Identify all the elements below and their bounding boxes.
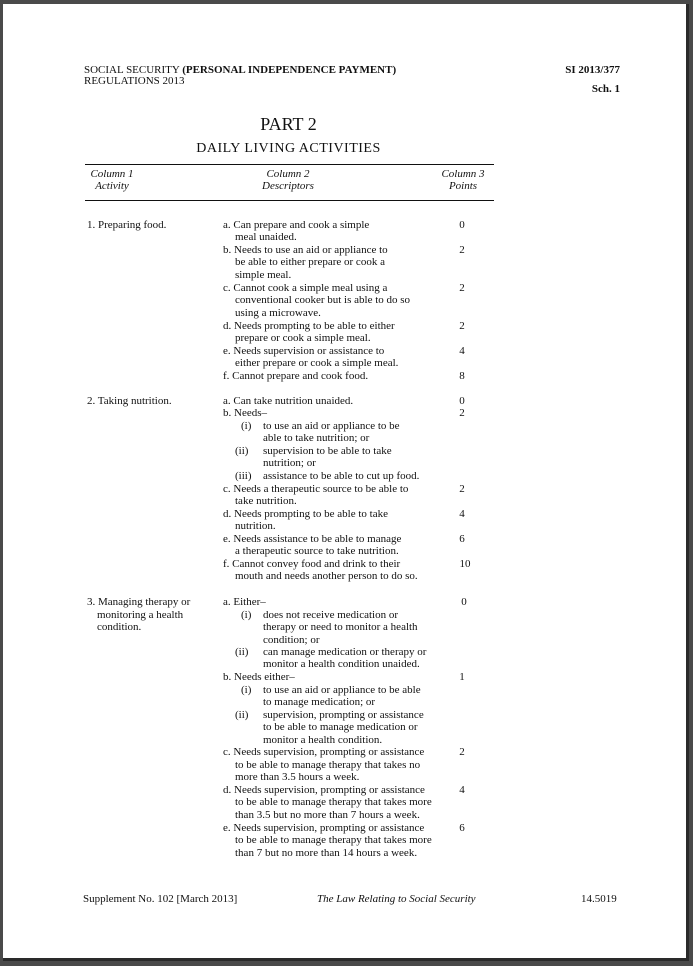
activity-2-label: 2. Taking nutrition. bbox=[87, 395, 172, 407]
running-header-title bbox=[84, 65, 396, 87]
points-value: 2 bbox=[459, 282, 465, 294]
points-value: 2 bbox=[459, 483, 465, 495]
descriptor-line: assistance to be able to cut up food. bbox=[263, 470, 420, 482]
descriptor-line: able to take nutrition; or bbox=[263, 432, 370, 444]
descriptor-line: prepare or cook a simple meal. bbox=[235, 332, 371, 344]
descriptor-line: take nutrition. bbox=[235, 495, 297, 507]
descriptor-line: b. Needs either– bbox=[223, 671, 295, 683]
points-value: 2 bbox=[459, 320, 465, 332]
schedule-number: Sch. 1 bbox=[591, 83, 620, 95]
points-value: 2 bbox=[459, 407, 465, 419]
descriptor-line: does not receive medication or bbox=[263, 609, 399, 621]
descriptor-line: supervision to be able to take bbox=[263, 445, 392, 457]
descriptor-line: to manage medication; or bbox=[263, 696, 376, 708]
descriptor-line: f. Cannot convey food and drink to their bbox=[223, 558, 401, 570]
activity-3-label-line1: 3. Managing therapy or bbox=[87, 596, 191, 608]
descriptor-line: monitor a health condition unaided. bbox=[263, 658, 420, 670]
points-value: 10 bbox=[459, 558, 471, 570]
descriptor-line: either prepare or cook a simple meal. bbox=[235, 357, 399, 369]
column-2-title: Column 2 bbox=[266, 168, 310, 180]
document-page bbox=[3, 4, 689, 961]
descriptor-line: c. Needs supervision, prompting or assistance bbox=[223, 746, 425, 758]
descriptor-line: (i) bbox=[241, 420, 252, 432]
descriptor-line: b. Needs to use an aid or appliance to bbox=[223, 244, 388, 256]
descriptor-line: condition; or bbox=[263, 634, 320, 646]
column-3-subtitle: Points bbox=[448, 180, 478, 192]
descriptor-line: using a microwave. bbox=[235, 307, 321, 319]
column-3-header bbox=[435, 168, 491, 192]
column-1-title: Column 1 bbox=[90, 168, 134, 180]
descriptor-line: b. Needs– bbox=[223, 407, 267, 419]
descriptor-line: can manage medication or therapy or bbox=[263, 646, 427, 658]
running-header-reference bbox=[565, 65, 620, 95]
descriptor-line: (i) bbox=[241, 609, 252, 621]
descriptor-line: meal unaided. bbox=[235, 231, 297, 243]
descriptor-line: a. Can prepare and cook a simple bbox=[223, 219, 370, 231]
points-value: 0 bbox=[459, 219, 465, 231]
descriptor-line: more than 3.5 hours a week. bbox=[235, 771, 360, 783]
column-2-header bbox=[243, 168, 333, 192]
descriptor-line: f. Cannot prepare and cook food. bbox=[223, 370, 369, 382]
descriptor-line: to be able to manage therapy that takes more bbox=[235, 834, 432, 846]
descriptor-line: d. Needs prompting to be able to take bbox=[223, 508, 388, 520]
descriptor-line: supervision, prompting or assistance bbox=[263, 709, 424, 721]
descriptor-line: (ii) bbox=[235, 709, 249, 721]
descriptor-line: (ii) bbox=[235, 445, 249, 457]
descriptor-line: to be able to manage therapy that takes no bbox=[235, 759, 421, 771]
descriptor-line: to be able to manage therapy that takes more bbox=[235, 796, 432, 808]
points-value: 8 bbox=[459, 370, 465, 382]
descriptor-line: d. Needs prompting to be able to either bbox=[223, 320, 395, 332]
points-value: 6 bbox=[459, 533, 465, 545]
column-1-subtitle: Activity bbox=[95, 180, 129, 192]
descriptor-line: a. Either– bbox=[223, 596, 266, 608]
descriptor-line: to use an aid or appliance to be able bbox=[263, 684, 421, 696]
descriptor-line: (i) bbox=[241, 684, 252, 696]
footer-publication: The Law Relating to Social Security bbox=[317, 893, 476, 905]
descriptor-line: e. Needs supervision, prompting or assistance bbox=[223, 822, 425, 834]
descriptor-line: than 3.5 but no more than 7 hours a week. bbox=[235, 809, 420, 821]
points-value: 6 bbox=[459, 822, 465, 834]
points-value: 2 bbox=[459, 244, 465, 256]
points-value: 4 bbox=[459, 508, 465, 520]
descriptor-line: therapy or need to monitor a health bbox=[263, 621, 418, 633]
descriptor-line: to be able to manage medication or bbox=[263, 721, 418, 733]
descriptor-line: nutrition; or bbox=[263, 457, 316, 469]
column-3-title: Column 3 bbox=[441, 168, 485, 180]
descriptor-line: e. Needs assistance to be able to manage bbox=[223, 533, 402, 545]
activity-1-label: 1. Preparing food. bbox=[87, 219, 167, 231]
activity-3-label-line3: condition. bbox=[97, 621, 142, 634]
table-header-rule bbox=[85, 200, 494, 201]
descriptor-line: to use an aid or appliance to be bbox=[263, 420, 400, 432]
descriptor-line: c. Cannot cook a simple meal using a bbox=[223, 282, 388, 294]
descriptor-line: be able to either prepare or cook a bbox=[235, 256, 385, 268]
activity-2 bbox=[87, 395, 217, 408]
descriptor-line: e. Needs supervision or assistance to bbox=[223, 345, 385, 357]
descriptor-line: (ii) bbox=[235, 646, 249, 658]
part-title: PART 2 bbox=[260, 114, 317, 134]
points-value: 1 bbox=[459, 671, 465, 683]
part-subtitle: DAILY LIVING ACTIVITIES bbox=[196, 141, 381, 156]
descriptor-line: mouth and needs another person to do so. bbox=[235, 570, 418, 582]
points-value: 4 bbox=[459, 784, 465, 796]
column-2-subtitle: Descriptors bbox=[262, 180, 314, 192]
points-value: 4 bbox=[459, 345, 465, 357]
descriptor-line: (iii) bbox=[235, 470, 252, 482]
activity-3 bbox=[87, 596, 217, 634]
descriptor-line: simple meal. bbox=[235, 269, 292, 281]
column-1-header bbox=[87, 168, 137, 192]
header-title-line2: REGULATIONS 2013 bbox=[84, 75, 185, 87]
table-top-rule bbox=[85, 164, 494, 165]
descriptor-line: conventional cooker but is able to do so bbox=[235, 294, 411, 306]
descriptor-line: nutrition. bbox=[235, 520, 276, 532]
points-value: 2 bbox=[459, 746, 465, 758]
descriptor-line: d. Needs supervision, prompting or assistance bbox=[223, 784, 425, 796]
descriptor-line: a. Can take nutrition unaided. bbox=[223, 395, 354, 407]
descriptor-line: than 7 but no more than 14 hours a week. bbox=[235, 847, 418, 859]
footer-page-number: 14.5019 bbox=[581, 893, 617, 905]
descriptor-line: a therapeutic source to take nutrition. bbox=[235, 545, 399, 557]
activity-1 bbox=[87, 219, 217, 232]
points-value: 0 bbox=[459, 395, 465, 407]
footer-supplement: Supplement No. 102 [March 2013] bbox=[83, 893, 238, 905]
si-number: SI 2013/377 bbox=[565, 64, 620, 76]
activity-3-label-line2: monitoring a health bbox=[97, 608, 184, 621]
points-value: 0 bbox=[461, 596, 467, 608]
header-title-plain: SOCIAL SECURITY bbox=[84, 64, 183, 76]
header-title-bold: (PERSONAL INDEPENDENCE PAYMENT) bbox=[182, 64, 397, 76]
descriptor-line: c. Needs a therapeutic source to be able to bbox=[223, 483, 409, 495]
descriptor-line: monitor a health condition. bbox=[263, 734, 383, 746]
